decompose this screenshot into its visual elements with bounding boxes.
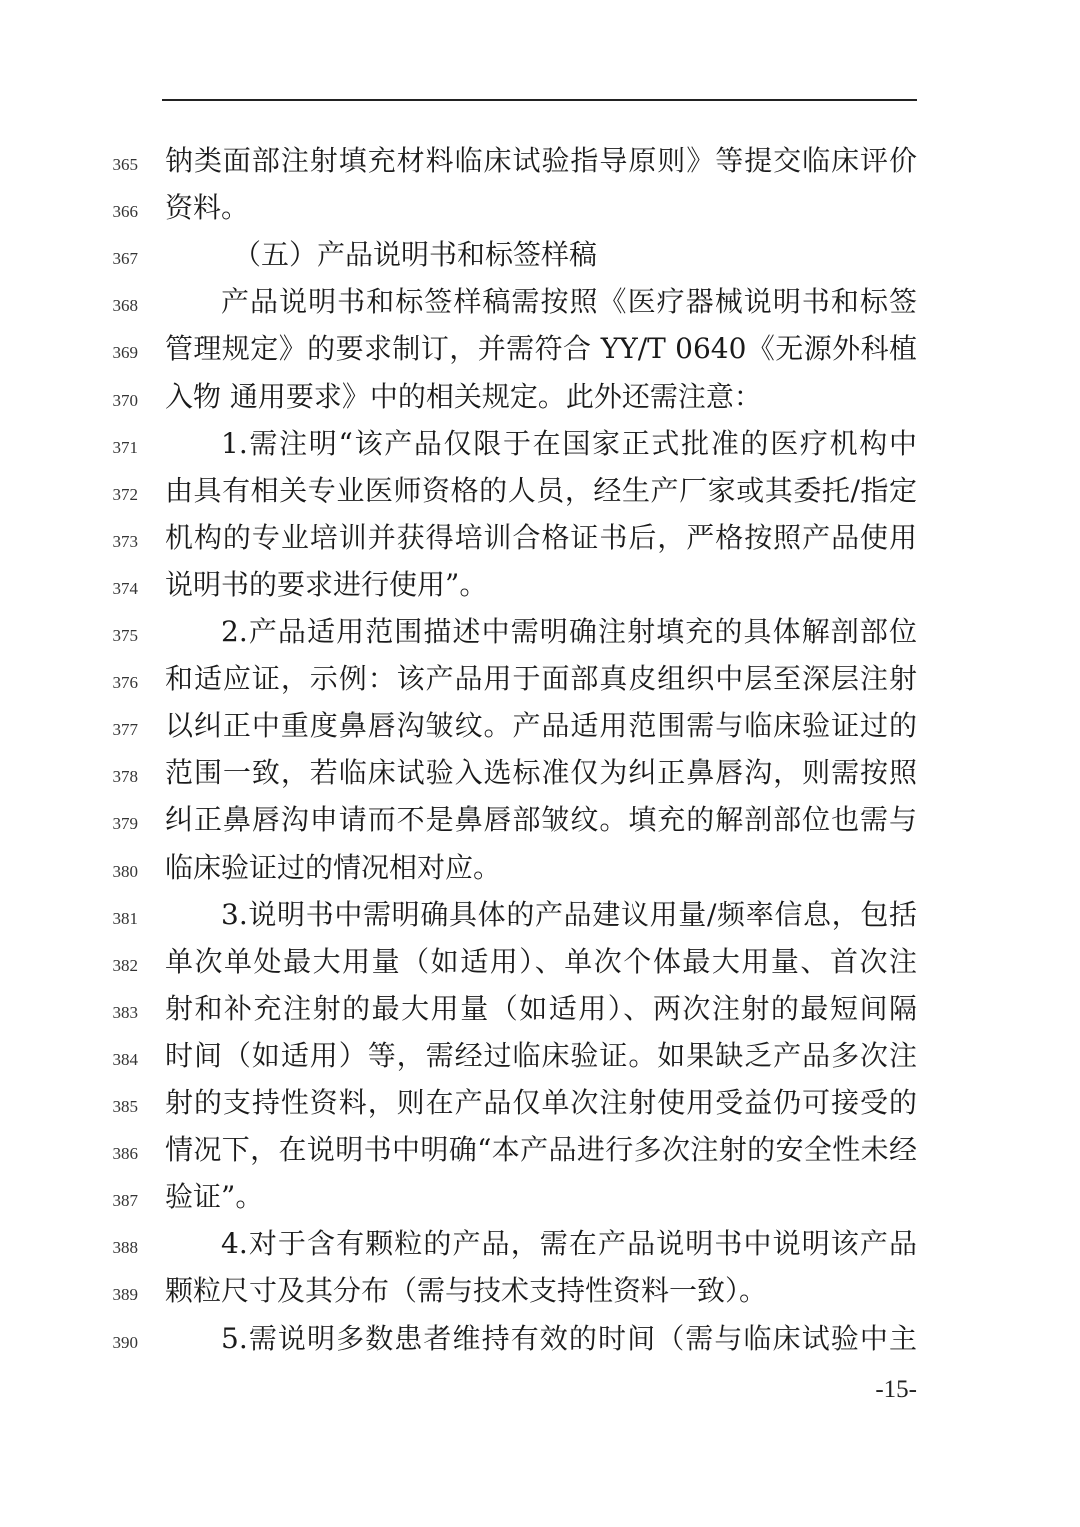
line-number: 390: [112, 1332, 138, 1352]
text-line: [0, 1217, 1080, 1264]
line-number: 387: [112, 1191, 138, 1211]
line-number: 388: [112, 1238, 138, 1258]
text-line: [0, 888, 1080, 935]
line-number: 373: [112, 531, 138, 551]
line-text: 1.需注明“该产品仅限于在国家正式批准的医疗机构中: [221, 426, 917, 460]
text-line: [0, 982, 1080, 1029]
text-line: [0, 228, 1080, 275]
text-line: [0, 134, 1080, 181]
text-line: [0, 935, 1080, 982]
line-text: 4.对于含有颗粒的产品，需在产品说明书中说明该产品: [221, 1227, 917, 1261]
text-line: [0, 699, 1080, 746]
line-number: 375: [112, 626, 138, 645]
line-text: 情况下，在说明书中明确“本产品进行多次注射的安全性未经: [165, 1133, 917, 1167]
line-text: 射和补充注射的最大用量（如适用）、两次注射的最短间隔: [165, 991, 917, 1025]
line-number: 365: [112, 155, 138, 174]
line-number: 381: [112, 908, 138, 928]
line-text: 以纠正中重度鼻唇沟皱纹。产品适用范围需与临床验证过的: [165, 709, 917, 743]
line-text: 射的支持性资料，则在产品仅单次注射使用受益仍可接受的: [165, 1086, 917, 1119]
line-text: 纠正鼻唇沟申请而不是鼻唇部皱纹。填充的解剖部位也需与: [165, 803, 917, 837]
text-line: [0, 181, 1080, 228]
line-text: 和适应证，示例：该产品用于面部真皮组织中层至深层注射: [165, 662, 917, 696]
line-text: 产品说明书和标签样稿需按照《医疗器械说明书和标签: [221, 285, 917, 319]
text-line: [0, 322, 1080, 369]
text-line: [0, 1123, 1080, 1170]
line-number: 372: [112, 484, 138, 504]
line-number: 385: [112, 1097, 138, 1116]
text-line: [0, 464, 1080, 511]
header-rule: [162, 99, 917, 101]
line-number: 371: [112, 437, 138, 457]
line-number: 376: [112, 673, 138, 693]
line-number: 368: [112, 296, 138, 316]
line-text: 验证”。: [165, 1180, 264, 1214]
text-line: [0, 558, 1080, 605]
line-number: 389: [112, 1285, 138, 1305]
line-number: 366: [112, 202, 138, 222]
line-number: 377: [112, 720, 138, 740]
line-text: 范围一致，若临床试验入选标准仅为纠正鼻唇沟，则需按照: [165, 756, 917, 790]
text-line: [0, 511, 1080, 558]
text-line: [0, 1029, 1080, 1076]
line-text: 入物 通用要求》中的相关规定。此外还需注意：: [165, 379, 762, 413]
line-text: （五）产品说明书和标签样稿: [233, 238, 598, 272]
line-number: 382: [112, 955, 138, 975]
line-text: 说明书的要求进行使用”。: [165, 567, 488, 601]
line-text: 颗粒尺寸及其分布（需与技术支持性资料一致）。: [165, 1274, 768, 1308]
text-line: [0, 275, 1080, 322]
line-text: 管理规定》的要求制订，并需符合 YY/T 0640《无源外科植: [165, 332, 917, 366]
line-text: 由具有相关专业医师资格的人员，经生产厂家或其委托/指定: [165, 473, 917, 507]
line-text: 机构的专业培训并获得培训合格证书后，严格按照产品使用: [165, 520, 917, 554]
line-text: 5.需说明多数患者维持有效的时间（需与临床试验中主: [221, 1321, 917, 1355]
text-line: [0, 370, 1080, 417]
text-line: [0, 1312, 1080, 1359]
line-number: 369: [112, 343, 138, 363]
line-text: 钠类面部注射填充材料临床试验指导原则》等提交临床评价: [165, 144, 917, 177]
text-line: [0, 746, 1080, 793]
text-line: [0, 793, 1080, 840]
line-number: 380: [112, 861, 138, 881]
text-line: [0, 1170, 1080, 1217]
line-text: 单次单处最大用量（如适用）、单次个体最大用量、首次注: [165, 944, 917, 978]
text-line: [0, 1076, 1080, 1123]
text-line: [0, 841, 1080, 888]
text-line: [0, 417, 1080, 464]
line-number: 370: [112, 390, 138, 410]
text-line: [0, 1264, 1080, 1311]
line-text: 临床验证过的情况相对应。: [165, 850, 502, 884]
line-text: 3.说明书中需明确具体的产品建议用量/频率信息，包括: [221, 897, 917, 931]
line-text: 时间（如适用）等，需经过临床验证。如果缺乏产品多次注: [165, 1038, 917, 1072]
line-text: 2.产品适用范围描述中需明确注射填充的具体解剖部位: [221, 615, 917, 648]
line-number: 379: [112, 814, 138, 834]
line-number: 384: [112, 1049, 138, 1069]
line-number: 386: [112, 1144, 138, 1164]
line-text: 资料。: [165, 191, 250, 225]
text-line: [0, 605, 1080, 652]
line-number: 378: [112, 767, 138, 787]
line-number: 367: [112, 249, 138, 269]
text-line: [0, 652, 1080, 699]
line-number: 383: [112, 1002, 138, 1022]
line-number: 374: [112, 578, 138, 598]
page-number: -15-: [875, 1376, 917, 1403]
